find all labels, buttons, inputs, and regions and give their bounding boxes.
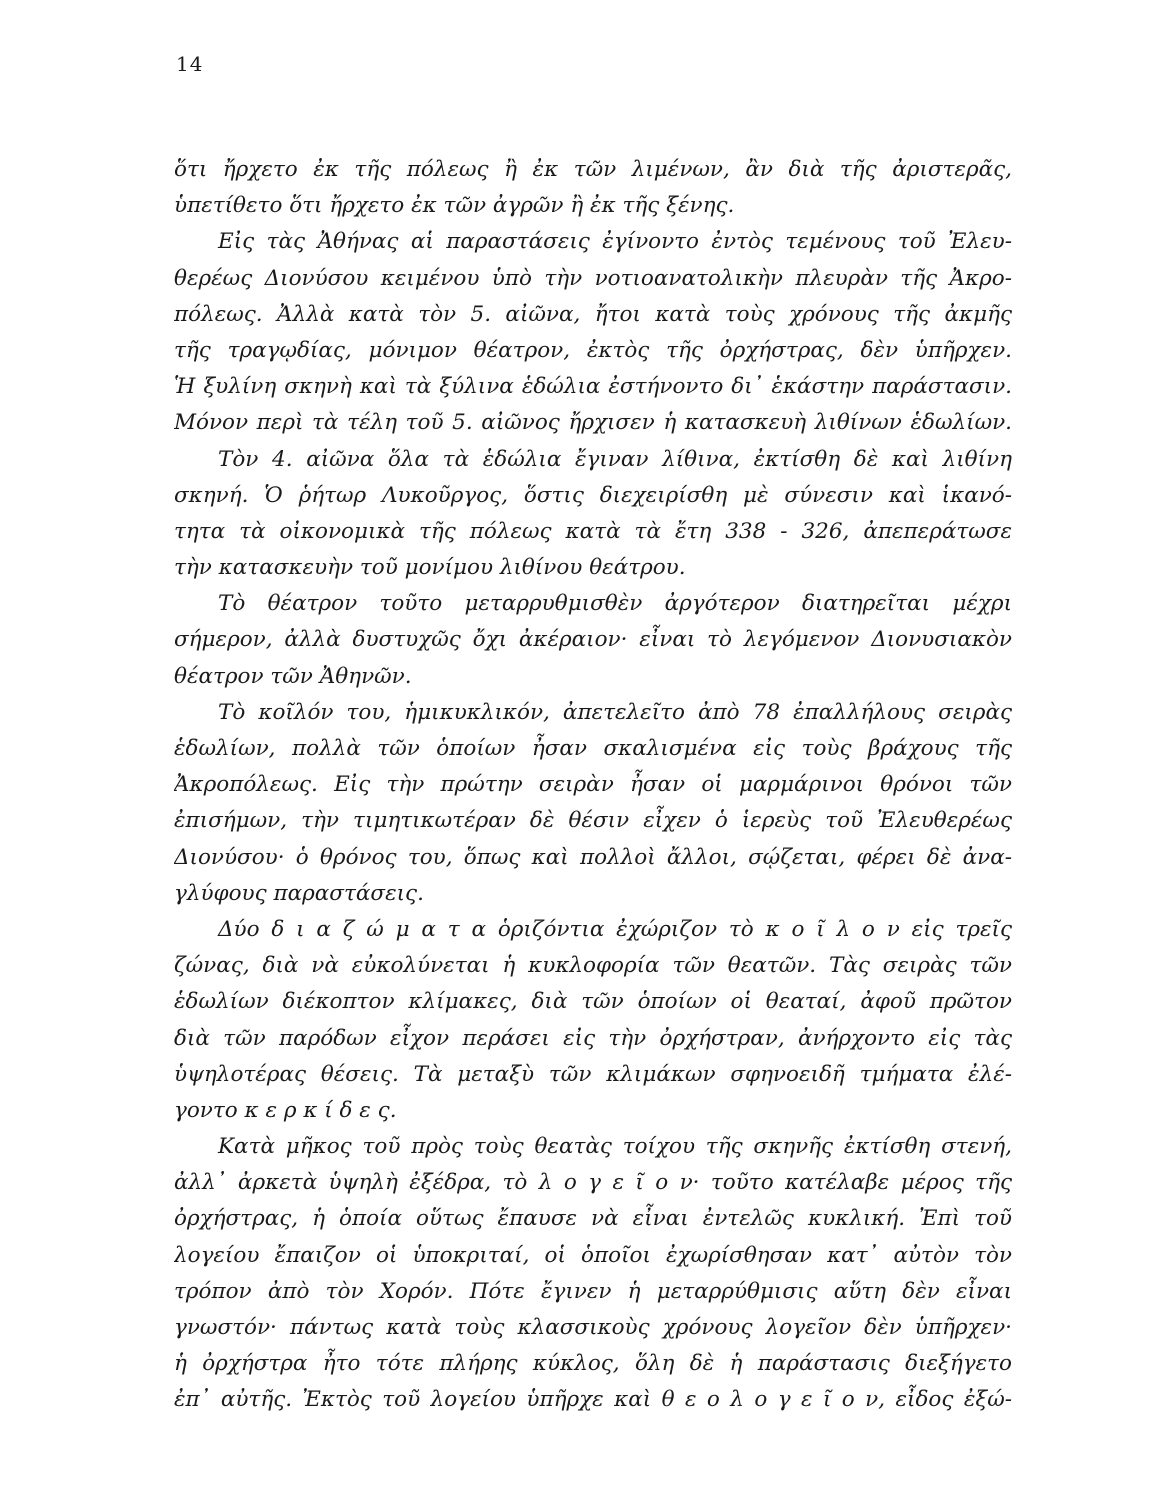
text-line: Ἡ ξυλίνη σκηνὴ καὶ τὰ ξύλινα ἑδώλια ἐστήνοντο δι᾽ ἑκάστην παράστασιν. (174, 374, 1012, 400)
text-line: τὴν κατασκευὴν τοῦ μονίμου λιθίνου θεάτρου. (174, 555, 686, 581)
text-line: γνωστόν· πάντως κατὰ τοὺς κλασσικοὺς χρόνους λογεῖον δὲν ὑπῆρχεν· (174, 1315, 1012, 1340)
text-line: ἐπ᾽ αὐτῆς. Ἐκτὸς τοῦ λογείου ὑπῆρχε καὶ θ ε ο λ ο γ ε ῖ ο ν, εἶδος ἐξώ- (174, 1387, 1012, 1413)
text-line: ἡ ὀρχήστρα ἦτο τότε πλήρης κύκλος, ὅλη δὲ ἡ παράστασις διεξήγετο (174, 1351, 1012, 1377)
text-line: πόλεως. Ἀλλὰ κατὰ τὸν 5. αἰῶνα, ἤτοι κατὰ τοὺς χρόνους τῆς ἀκμῆς (174, 301, 1012, 327)
text-line: θερέως Διονύσου κειμένου ὑπὸ τὴν νοτιοανατολικὴν πλευρὰν τῆς Ἀκρο- (174, 265, 1012, 291)
text-line: ἑδωλίων διέκοπτον κλίμακες, διὰ τῶν ὁποίων οἱ θεαταί, ἀφοῦ πρῶτον (174, 989, 1012, 1015)
text-line: θέατρον τῶν Ἀθηνῶν. (174, 663, 412, 689)
text-line: τητα τὰ οἰκονομικὰ τῆς πόλεως κατὰ τὰ ἔτη 338 - 326, ἀπεπεράτωσε (174, 518, 1012, 544)
text-line: Τὸ θέατρον τοῦτο μεταρρυθμισθὲν ἀργότερον διατηρεῖται μέχρι (218, 591, 1012, 617)
text-line: σκηνή. Ὁ ῥήτωρ Λυκοῦργος, ὅστις διεχειρίσθη μὲ σύνεσιν καὶ ἱκανό- (174, 482, 1012, 508)
text-line: ὀρχήστρας, ἡ ὁποία οὕτως ἔπαυσε νὰ εἶναι ἐντελῶς κυκλική. Ἐπὶ τοῦ (174, 1206, 1012, 1232)
text-line: ὅτι ἤρχετο ἐκ τῆς πόλεως ἢ ἐκ τῶν λιμένων, ἂν διὰ τῆς ἀριστερᾶς, (174, 157, 1012, 182)
text-line: Διονύσου· ὁ θρόνος του, ὅπως καὶ πολλοὶ ἄλλοι, σῴζεται, φέρει δὲ ἀνα- (174, 844, 1012, 870)
text-line: Μόνον περὶ τὰ τέλη τοῦ 5. αἰῶνος ἤρχισεν ἡ κατασκευὴ λιθίνων ἑδωλίων. (174, 410, 1012, 436)
text-line: ζώνας, διὰ νὰ εὐκολύνεται ἡ κυκλοφορία τῶν θεατῶν. Τὰς σειρὰς τῶν (174, 953, 1012, 979)
text-line: γοντο κ ε ρ κ ί δ ε ς. (174, 1097, 397, 1123)
text-line: γλύφους παραστάσεις. (174, 880, 424, 906)
text-line: Κατὰ μῆκος τοῦ πρὸς τοὺς θεατὰς τοίχου τῆς σκηνῆς ἐκτίσθη στενή, (218, 1134, 1012, 1160)
text-line: διὰ τῶν παρόδων εἶχον περάσει εἰς τὴν ὀρχήστραν, ἀνήρχοντο εἰς τὰς (174, 1025, 1012, 1051)
text-line: τρόπον ἀπὸ τὸν Χορόν. Πότε ἔγινεν ἡ μεταρρύθμισις αὕτη δὲν εἶναι (174, 1278, 1012, 1304)
text-line: ἀλλ᾽ ἀρκετὰ ὑψηλὴ ἐξέδρα, τὸ λ ο γ ε ῖ ο ν· τοῦτο κατέλαβε μέρος τῆς (174, 1170, 1012, 1196)
text-line: Τὸν 4. αἰῶνα ὅλα τὰ ἑδώλια ἔγιναν λίθινα, ἐκτίσθη δὲ καὶ λιθίνη (218, 446, 1012, 472)
text-line: Τὸ κοῖλόν του, ἡμικυκλικόν, ἀπετελεῖτο ἀπὸ 78 ἐπαλλήλους σειρὰς (218, 699, 1012, 725)
text-line: λογείου ἔπαιζον οἱ ὑποκριταί, οἱ ὁποῖοι ἐχωρίσθησαν κατ᾽ αὐτὸν τὸν (174, 1242, 1012, 1268)
page-number: 14 (176, 52, 204, 76)
text-line: ἐπισήμων, τὴν τιμητικωτέραν δὲ θέσιν εἶχεν ὁ ἱερεὺς τοῦ Ἐλευθερέως (174, 808, 1012, 834)
text-line: τῆς τραγῳδίας, μόνιμον θέατρον, ἐκτὸς τῆς ὀρχήστρας, δὲν ὑπῆρχεν. (174, 337, 1012, 363)
text-line: Δύο δ ι α ζ ώ μ α τ α ὁριζόντια ἐχώριζον τὸ κ ο ῖ λ ο ν εἰς τρεῖς (218, 916, 1012, 942)
text-line: Ἀκροπόλεως. Εἰς τὴν πρώτην σειρὰν ἦσαν οἱ μαρμάρινοι θρόνοι τῶν (174, 772, 1012, 798)
body-text (174, 152, 1012, 1419)
text-line: σήμερον, ἀλλὰ δυστυχῶς ὄχι ἀκέραιον· εἶναι τὸ λεγόμενον Διονυσιακὸν (174, 627, 1012, 653)
text-line: ἑδωλίων, πολλὰ τῶν ὁποίων ἦσαν σκαλισμένα εἰς τοὺς βράχους τῆς (174, 736, 1012, 761)
text-line: Εἰς τὰς Ἀθήνας αἱ παραστάσεις ἐγίνοντο ἐντὸς τεμένους τοῦ Ἐλευ- (218, 229, 1012, 255)
text-line: ὑπετίθετο ὅτι ἤρχετο ἐκ τῶν ἀγρῶν ἢ ἐκ τῆς ξένης. (174, 193, 735, 219)
text-line: ὑψηλοτέρας θέσεις. Τὰ μεταξὺ τῶν κλιμάκων σφηνοειδῆ τμήματα ἐλέ- (174, 1061, 1012, 1087)
